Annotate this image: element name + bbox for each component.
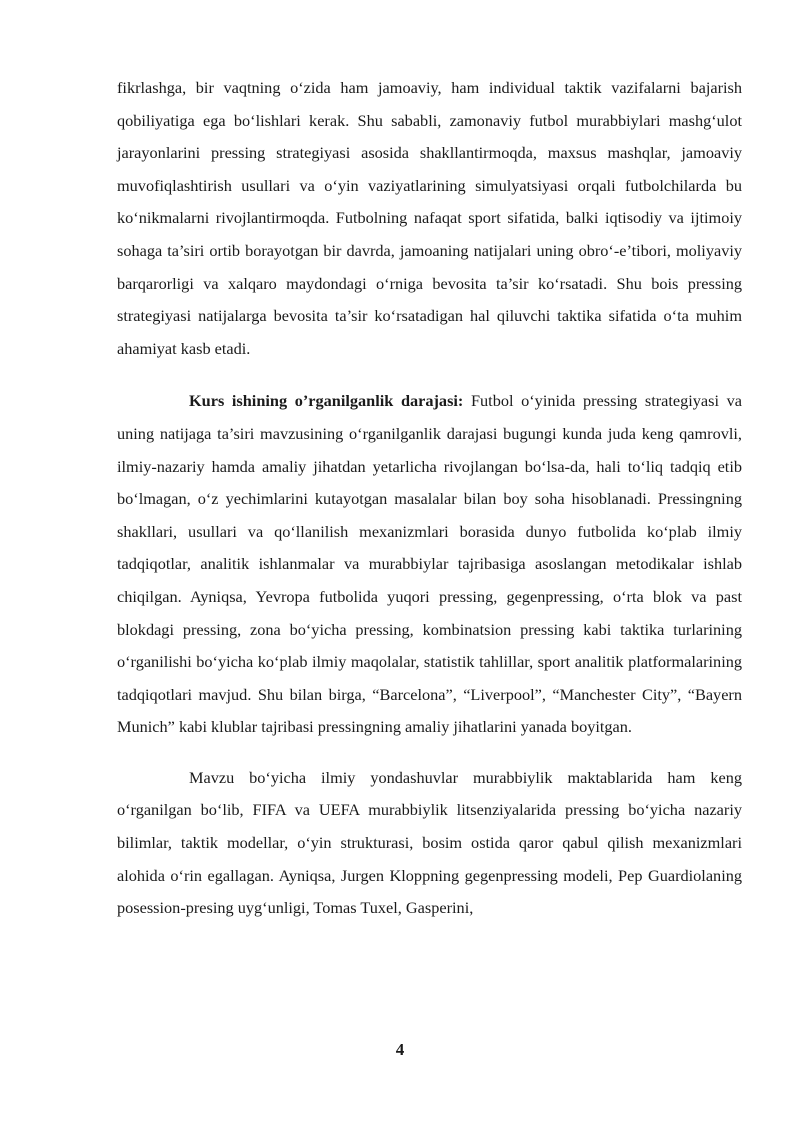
paragraph-study-level-text: Futbol o‘yinida pressing strategiyasi va uning natijaga ta’siri mavzusining o‘rganilganlik darajasi bugungi kunda juda keng qamrovli, ilmiy-nazariy hamda amaliy jihatdan yetarlicha rivojlangan bo‘lsa-da, hali to‘liq tadqiq etib bo‘lmagan, o‘z yechimlarini kutayotgan masalalar bilan boy soha hisoblanadi. Pressingning shakllari, usullari va qo‘llanilish mexanizmlari borasida dunyo futbolida ko‘plab ilmiy tadqiqotlar, analitik ishlanmalar va murabbiylar tajribasiga asoslangan metodikalar ishlab chiqilgan. Ayniqsa, Yevropa futbolida yuqori pressing, gegenpressing, o‘rta blok va past blokdagi pressing, zona bo‘yicha pressing, kombinatsion pressing kabi taktika turlarining o‘rganilishi bo‘yicha ko‘plab ilmiy maqolalar, statistik tahlillar, sport analitik platformalarining tadqiqotlari mavjud. Shu bilan birga, “Barcelona”, “Liverpool”, “Manchester City”, “Bayern Munich” kabi klublar tajribasi pressingning amaliy jihatlarini yanada boyitgan. xyxy=(117,391,742,737)
page-number: 4 xyxy=(395,1040,405,1059)
document-body xyxy=(117,72,742,925)
section-heading: Kurs ishining o’rganilganlik darajasi: xyxy=(189,391,464,411)
paragraph-scientific-approaches: Mavzu bo‘yicha ilmiy yondashuvlar murabbiylik maktablarida ham keng o‘rganilgan bo‘lib, FIFA va UEFA murabbiylik litsenziyalarida pressing bo‘yicha nazariy bilimlar, taktik modellar, o‘yin strukturasi, bosim ostida qaror qabul qilish mexanizmlari alohida o‘rin egallagan. Ayniqsa, Jurgen Kloppning gegenpressing modeli, Pep Guardiolaning posession-presing uyg‘unligi, Tomas Tuxel, Gasperini, xyxy=(117,767,742,918)
paragraph-study-level xyxy=(117,385,742,744)
paragraph-continuation: fikrlashga, bir vaqtning o‘zida ham jamoaviy, ham individual taktik vazifalarni bajarish qobiliyatiga ega bo‘lishlari kerak. Shu sababli, zamonaviy futbol murabbiylari mashg‘ulot jarayonlarini pressing strategiyasi asosida shakllantirmoqda, maxsus mashqlar, jamoaviy muvofiqlashtirish usullari va o‘yin vaziyatlarining simulyatsiyasi orqali futbolchilarda bu ko‘nikmalarni rivojlantirmoqda. Futbolning nafaqat sport sifatida, balki iqtisodiy va ijtimoiy sohaga ta’siri ortib borayotgan bir davrda, jamoaning natijalari uning obro‘-e’tibori, moliyaviy barqarorligi va xalqaro maydondagi o‘rniga bevosita ta’sir ko‘rsatadi. Shu bois pressing strategiyasi natijalarga bevosita ta’sir ko‘rsatadigan hal qiluvchi taktika sifatida o‘ta muhim ahamiyat kasb etadi. xyxy=(117,78,742,358)
